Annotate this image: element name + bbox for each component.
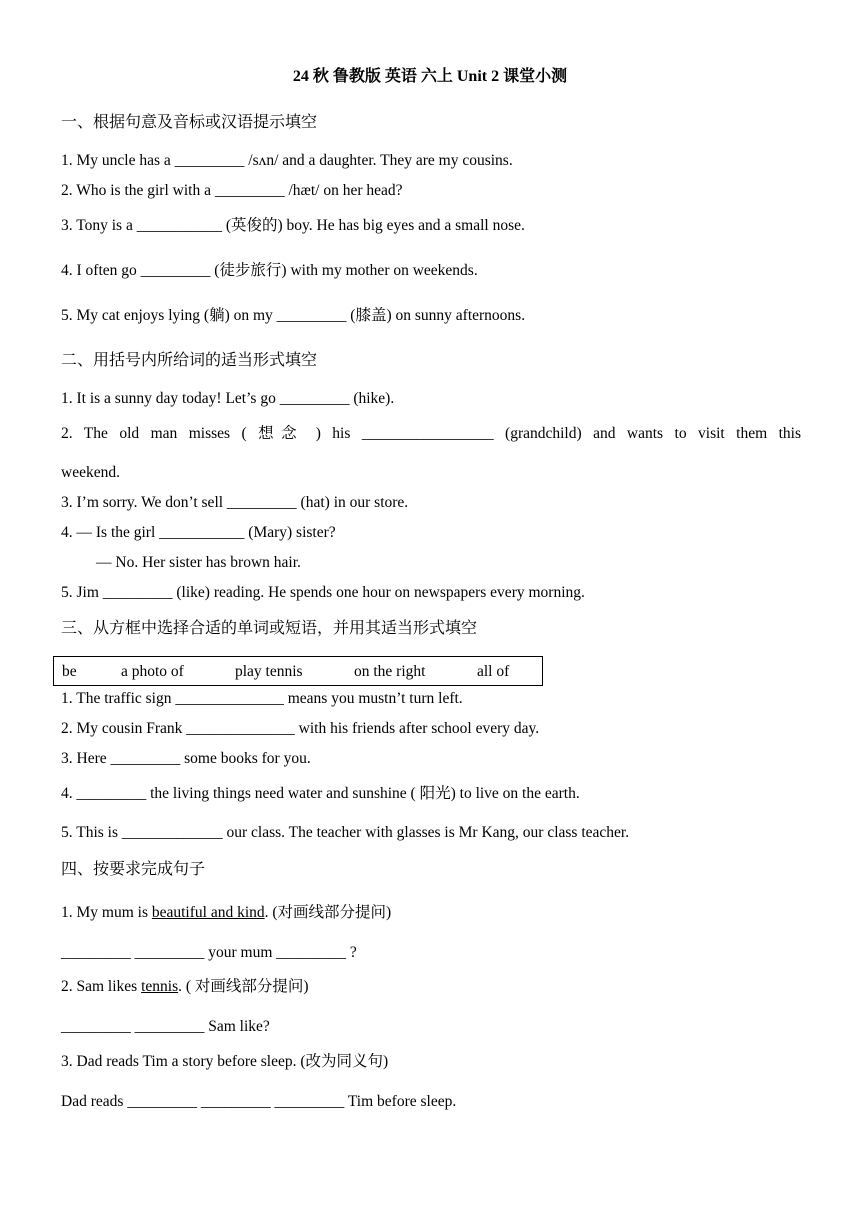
section-2-item-4: 4. — Is the girl ___________ (Mary) sister? [61,524,336,541]
word-box-item: a photo of [121,663,184,680]
section-4-item-1 [61,903,391,923]
word-box-item: on the right [354,663,426,680]
underlined-phrase: beautiful and kind [151,904,265,921]
word-box-item: play tennis [235,663,303,680]
section-4-item-3-answer-line: Dad reads _________ _________ _________ Tim before sleep. [61,1093,457,1110]
section-4-item-1-prefix: 1. My mum is [61,904,152,921]
section-3-item-2: 2. My cousin Frank ______________ with his friends after school every day. [61,720,540,737]
section-1-item-3: 3. Tony is a ___________ (英俊的) boy. He has big eyes and a small nose. [61,217,525,234]
word-box-item: be [62,663,77,680]
word-box [53,656,543,686]
section-3-heading: 三、从方框中选择合适的单词或短语，并用其适当形式填空 [61,618,478,637]
section-4-heading: 四、按要求完成句子 [61,859,206,878]
section-2-item-4-answer: — No. Her sister has brown hair. [96,554,301,571]
section-2-item-5: 5. Jim _________ (like) reading. He spends one hour on newspapers every morning. [61,584,585,601]
section-4-item-1-instruction: . (对画线部分提问) [264,904,392,921]
section-4-item-2 [61,977,309,997]
section-3-item-5: 5. This is _____________ our class. The teacher with glasses is Mr Kang, our class teacher. [61,824,630,841]
section-2-item-3: 3. I’m sorry. We don’t sell _________ (hat) in our store. [61,494,409,511]
section-4-item-2-instruction: . ( 对画线部分提问) [178,978,309,995]
word-box-item: all of [477,663,510,680]
section-4-item-2-answer-line: _________ _________ Sam like? [61,1018,270,1035]
section-4-item-2-prefix: 2. Sam likes [61,978,142,995]
section-4-item-1-answer-line: _________ _________ your mum _________ ? [61,944,357,961]
section-1-item-5: 5. My cat enjoys lying (躺) on my _________ (膝盖) on sunny afternoons. [61,307,526,324]
underlined-word: tennis [141,978,179,995]
section-3-item-3: 3. Here _________ some books for you. [61,750,311,767]
section-2-item-2-continued: weekend. [61,464,120,481]
section-1-item-4: 4. I often go _________ (徒步旅行) with my mother on weekends. [61,262,478,279]
section-2-heading: 二、用括号内所给词的适当形式填空 [61,350,318,369]
section-1-item-2: 2. Who is the girl with a _________ /hæt/ on her head? [61,182,403,199]
section-3-item-1: 1. The traffic sign ______________ means you mustn’t turn left. [61,690,463,707]
section-3-item-4: 4. _________ the living things need water and sunshine ( 阳光) to live on the earth. [61,785,580,802]
section-2-item-1: 1. It is a sunny day today! Let’s go _________ (hike). [61,390,395,407]
section-2-item-2: 2. The old man misses ( 想念 ) his _________________ (grandchild) and wants to visit them this [61,425,801,442]
section-1-item-1: 1. My uncle has a _________ /sʌn/ and a daughter. They are my cousins. [61,152,513,169]
section-4-item-3: 3. Dad reads Tim a story before sleep. (改为同义句) [61,1053,389,1070]
page-title: 24 秋 鲁教版 英语 六上 Unit 2 课堂小测 [292,68,568,85]
section-1-heading: 一、根据句意及音标或汉语提示填空 [61,112,318,131]
